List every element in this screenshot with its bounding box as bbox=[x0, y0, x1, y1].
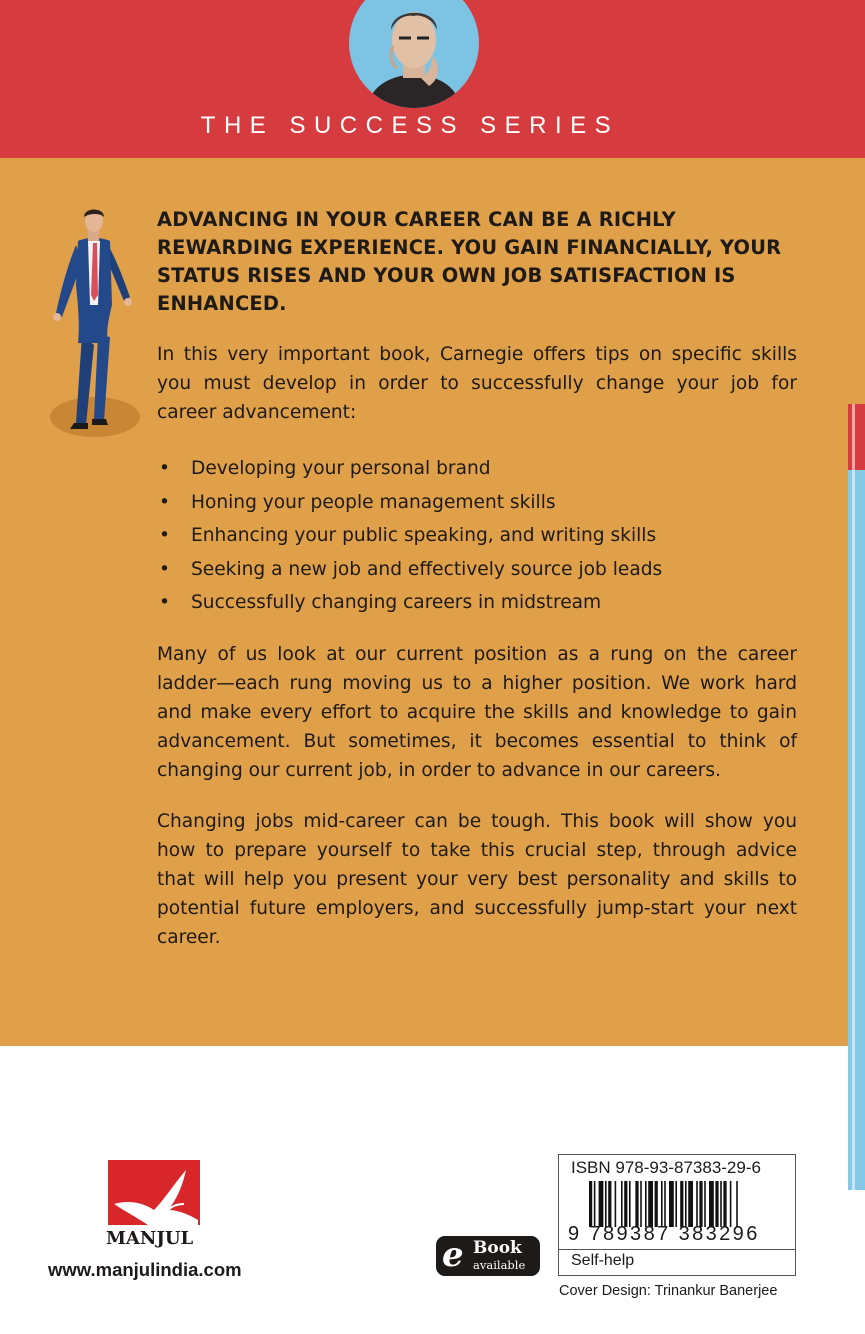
bullet-icon: • bbox=[159, 458, 170, 479]
cover-design-credit: Cover Design: Trinankur Banerjee bbox=[559, 1283, 778, 1299]
businessman-icon bbox=[48, 205, 143, 440]
book-category: Self-help bbox=[571, 1252, 635, 1269]
isbn-label: ISBN 978-93-87383-29-6 bbox=[571, 1158, 761, 1177]
publisher-name: MANJUL bbox=[106, 1228, 194, 1249]
blurb bbox=[157, 206, 797, 952]
side-stripe-blue bbox=[848, 470, 865, 1190]
author-portrait-icon bbox=[349, 0, 479, 108]
cover-header bbox=[0, 0, 865, 158]
isbn-block bbox=[558, 1154, 796, 1276]
publisher-website: www.manjulindia.com bbox=[48, 1259, 242, 1280]
ebook-e-letter: e bbox=[442, 1235, 464, 1275]
list-item: • Developing your personal brand bbox=[157, 452, 797, 486]
ebook-available: available bbox=[473, 1258, 526, 1272]
series-title: THE SUCCESS SERIES bbox=[200, 112, 620, 139]
list-item: • Successfully changing careers in midstream bbox=[157, 586, 797, 620]
skills-list bbox=[157, 452, 797, 620]
isbn-divider bbox=[559, 1249, 795, 1250]
blurb-headline: ADVANCING IN YOUR CAREER CAN BE A RICHLY REWARDING EXPERIENCE. YOU GAIN FINANCIALLY, YOUR STATUS RISES AND YOUR OWN JOB SATISFACTION IS ENHANCED. bbox=[157, 208, 782, 315]
bullet-icon: • bbox=[159, 592, 170, 613]
flying-bird-icon bbox=[108, 1160, 200, 1225]
barcode bbox=[589, 1181, 781, 1227]
blurb-intro: In this very important book, Carnegie offers tips on specific skills you must develop in order to successfully change your job for career advancement: bbox=[157, 344, 797, 423]
list-item: • Enhancing your public speaking, and writing skills bbox=[157, 519, 797, 553]
list-item: • Seeking a new job and effectively source job leads bbox=[157, 553, 797, 587]
ebook-word: Book bbox=[473, 1238, 522, 1258]
barcode-digits: 9 789387 383296 bbox=[568, 1223, 760, 1245]
blurb-paragraph-2: Many of us look at our current position as a rung on the career ladder—each rung moving us to a higher position. We work hard and make every effort to acquire the skills and knowledge to gain advancement. But sometimes, it becomes essential to think of changing our current job, in order to advance in our careers. bbox=[157, 643, 797, 781]
side-stripe-red bbox=[848, 404, 865, 470]
bullet-icon: • bbox=[159, 491, 170, 513]
ebook-badge bbox=[436, 1236, 540, 1276]
bullet-icon: • bbox=[159, 558, 170, 580]
blurb-paragraph-3: Changing jobs mid-career can be tough. This book will show you how to prepare yourself to take this crucial step, through advice that will help you present your very best personality and skills to potential future employers, and successfully jump-start your next career. bbox=[157, 810, 797, 948]
list-item: • Honing your people management skills bbox=[157, 486, 797, 520]
bullet-icon: • bbox=[159, 525, 170, 546]
